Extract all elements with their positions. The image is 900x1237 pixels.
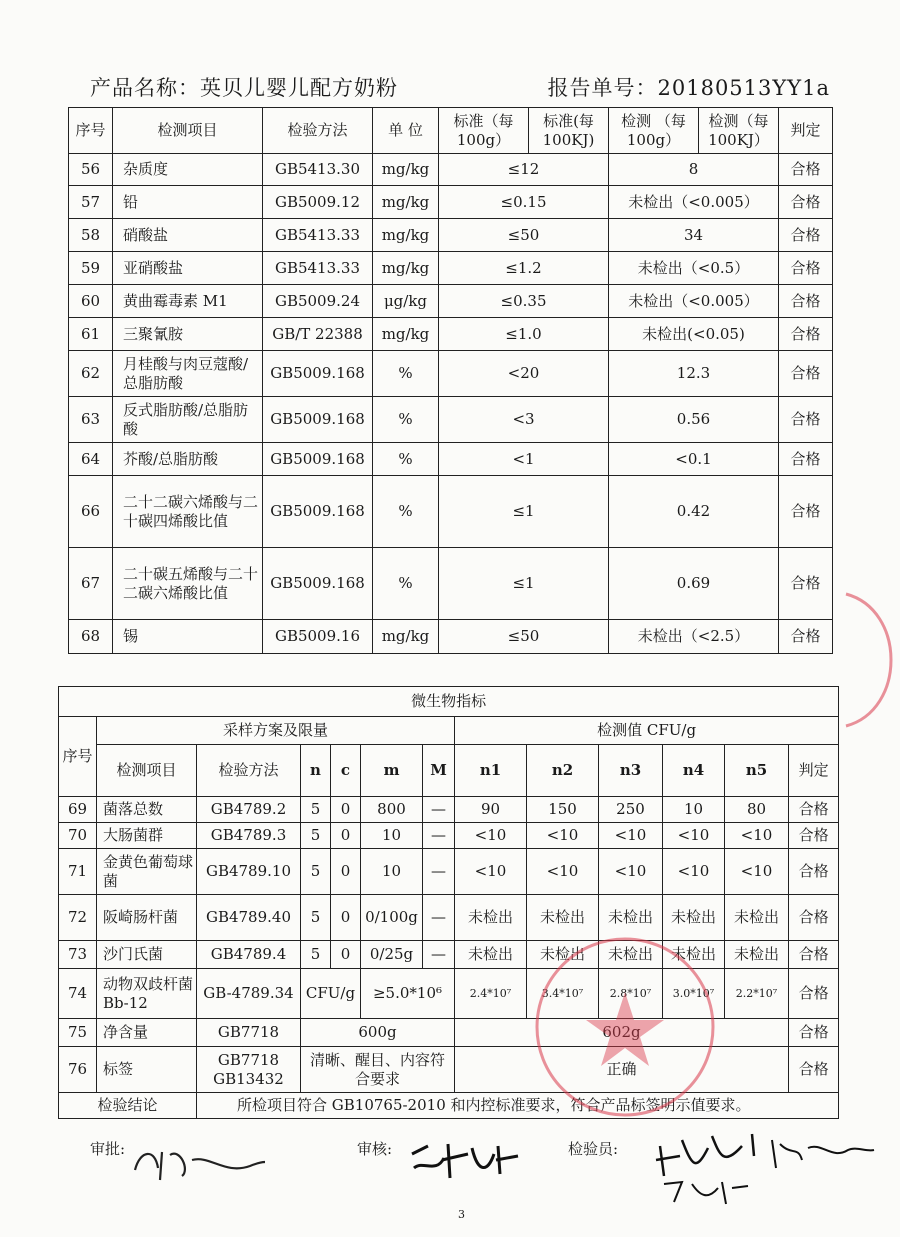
row-unit: % xyxy=(373,443,439,476)
row-n4: 未检出 xyxy=(663,895,725,941)
page-number: 3 xyxy=(458,1208,465,1221)
row-result: 未检出（<0.005） xyxy=(609,186,779,219)
row-standard: ≤0.35 xyxy=(439,285,609,318)
row-verdict: 合格 xyxy=(779,318,833,351)
row-n1: <10 xyxy=(455,849,527,895)
row-item: 标签 xyxy=(97,1047,197,1093)
row-item: 净含量 xyxy=(97,1019,197,1047)
row-c: 0 xyxy=(331,895,361,941)
row-no: 57 xyxy=(69,186,113,219)
table-row xyxy=(69,548,833,620)
row-verdict: 合格 xyxy=(789,1047,839,1093)
row-verdict: 合格 xyxy=(779,443,833,476)
table-row xyxy=(69,620,833,654)
row-result: 0.69 xyxy=(609,548,779,620)
row-M: — xyxy=(423,823,455,849)
microbiology-table xyxy=(58,686,839,1119)
row-method: GB7718 GB13432 xyxy=(197,1047,301,1093)
row-method: GB/T 22388 xyxy=(263,318,373,351)
row-verdict: 合格 xyxy=(779,252,833,285)
row-result: 未检出（<0.5） xyxy=(609,252,779,285)
row-unit: mg/kg xyxy=(373,154,439,186)
col-header-m: m xyxy=(361,745,423,797)
row-method: GB7718 xyxy=(197,1019,301,1047)
row-item: 金黄色葡萄球菌 xyxy=(97,849,197,895)
review-label: 审核: xyxy=(357,1140,393,1158)
row-item: 黄曲霉毒素 M1 xyxy=(113,285,263,318)
row-n2: <10 xyxy=(527,849,599,895)
row-n2: 150 xyxy=(527,797,599,823)
approver-signature xyxy=(130,1140,270,1184)
row-standard: <20 xyxy=(439,351,609,397)
table-row xyxy=(69,397,833,443)
row-m: 800 xyxy=(361,797,423,823)
row-standard: ≤50 xyxy=(439,219,609,252)
row-result: 0.42 xyxy=(609,476,779,548)
row-M: — xyxy=(423,941,455,969)
row-verdict: 合格 xyxy=(779,476,833,548)
row-item: 亚硝酸盐 xyxy=(113,252,263,285)
row-no: 72 xyxy=(59,895,97,941)
row-unit: % xyxy=(373,351,439,397)
row-n: 5 xyxy=(301,797,331,823)
row-n5: 未检出 xyxy=(725,895,789,941)
row-standard: ≤1 xyxy=(439,548,609,620)
row-no: 68 xyxy=(69,620,113,654)
row-verdict: 合格 xyxy=(779,154,833,186)
table-row xyxy=(69,219,833,252)
row-unit: % xyxy=(373,397,439,443)
table-row xyxy=(59,1047,839,1093)
table-row xyxy=(69,443,833,476)
row-M: — xyxy=(423,895,455,941)
col-header-c: c xyxy=(331,745,361,797)
row-verdict: 合格 xyxy=(779,397,833,443)
col-header-std-100g: 标准（每100g） xyxy=(439,108,529,154)
row-unit: mg/kg xyxy=(373,620,439,654)
table-row xyxy=(59,895,839,941)
row-verdict: 合格 xyxy=(779,219,833,252)
table-row xyxy=(59,941,839,969)
row-standard: ≤0.15 xyxy=(439,186,609,219)
row-method: GB5009.168 xyxy=(263,443,373,476)
row-no: 63 xyxy=(69,397,113,443)
col-header-method: 检验方法 xyxy=(263,108,373,154)
row-n: 5 xyxy=(301,941,331,969)
chemical-test-table xyxy=(68,107,833,654)
row-result: 0.56 xyxy=(609,397,779,443)
col-header-det-100g: 检测 （每100g） xyxy=(609,108,699,154)
row-c: 0 xyxy=(331,941,361,969)
row-verdict: 合格 xyxy=(789,797,839,823)
row-no: 76 xyxy=(59,1047,97,1093)
row-item: 锡 xyxy=(113,620,263,654)
row-n4: 未检出 xyxy=(663,941,725,969)
row-M: — xyxy=(423,849,455,895)
row-unit: mg/kg xyxy=(373,219,439,252)
row-n4: <10 xyxy=(663,849,725,895)
row-unit: μg/kg xyxy=(373,285,439,318)
row-limit: 清晰、醒目、内容符合要求 xyxy=(301,1047,455,1093)
row-n2: 未检出 xyxy=(527,941,599,969)
row-method: GB4789.4 xyxy=(197,941,301,969)
row-item: 二十碳五烯酸与二十二碳六烯酸比值 xyxy=(113,548,263,620)
row-method: GB5009.12 xyxy=(263,186,373,219)
row-n: 5 xyxy=(301,823,331,849)
row-no: 58 xyxy=(69,219,113,252)
partial-seal-icon xyxy=(836,590,900,730)
row-result: 8 xyxy=(609,154,779,186)
product-name: 产品名称：英贝儿婴儿配方奶粉 xyxy=(90,76,398,100)
row-n4: 10 xyxy=(663,797,725,823)
col-header-item: 检测项目 xyxy=(113,108,263,154)
row-verdict: 合格 xyxy=(779,548,833,620)
col-header-verdict: 判定 xyxy=(779,108,833,154)
detected-value-header: 检测值 CFU/g xyxy=(455,717,839,745)
report-number: 报告单号：20180513YY1a xyxy=(547,76,830,100)
row-verdict: 合格 xyxy=(789,849,839,895)
row-standard: ≤1.0 xyxy=(439,318,609,351)
row-method: GB5009.168 xyxy=(263,548,373,620)
row-unit: mg/kg xyxy=(373,318,439,351)
col-header-item: 检测项目 xyxy=(97,745,197,797)
row-verdict: 合格 xyxy=(789,941,839,969)
table-row xyxy=(59,849,839,895)
row-verdict: 合格 xyxy=(779,351,833,397)
row-verdict: 合格 xyxy=(789,1019,839,1047)
table-row xyxy=(69,154,833,186)
col-header-det-100kj: 检测（每100KJ） xyxy=(699,108,779,154)
row-n5: <10 xyxy=(725,823,789,849)
sampling-plan-header: 采样方案及限量 xyxy=(97,717,455,745)
row-item: 大肠菌群 xyxy=(97,823,197,849)
row-standard: ≤12 xyxy=(439,154,609,186)
row-result: 未检出（<2.5） xyxy=(609,620,779,654)
col-header-seq: 序号 xyxy=(69,108,113,154)
row-limit: ≥5.0*10⁶ xyxy=(361,969,455,1019)
row-no: 74 xyxy=(59,969,97,1019)
row-result: 34 xyxy=(609,219,779,252)
micro-title: 微生物指标 xyxy=(59,687,839,717)
row-unit: % xyxy=(373,548,439,620)
row-M: — xyxy=(423,797,455,823)
row-result: 12.3 xyxy=(609,351,779,397)
row-n3: 未检出 xyxy=(599,941,663,969)
col-header-seq: 序号 xyxy=(59,717,97,797)
row-no: 70 xyxy=(59,823,97,849)
row-method: GB4789.3 xyxy=(197,823,301,849)
col-header-n5: n5 xyxy=(725,745,789,797)
row-verdict: 合格 xyxy=(789,895,839,941)
col-header-n3: n3 xyxy=(599,745,663,797)
row-no: 66 xyxy=(69,476,113,548)
row-n: 5 xyxy=(301,895,331,941)
row-c: 0 xyxy=(331,797,361,823)
conclusion-row xyxy=(59,1093,839,1119)
row-n5: <10 xyxy=(725,849,789,895)
row-no: 67 xyxy=(69,548,113,620)
inspector-signatures xyxy=(652,1126,882,1208)
row-verdict: 合格 xyxy=(779,285,833,318)
row-m: 0/100g xyxy=(361,895,423,941)
table-row xyxy=(69,252,833,285)
row-item: 动物双歧杆菌 Bb-12 xyxy=(97,969,197,1019)
row-standard: ≤1 xyxy=(439,476,609,548)
row-n3: 未检出 xyxy=(599,895,663,941)
row-item: 硝酸盐 xyxy=(113,219,263,252)
row-unit: % xyxy=(373,476,439,548)
col-header-n2: n2 xyxy=(527,745,599,797)
table-row xyxy=(69,351,833,397)
row-item: 三聚氰胺 xyxy=(113,318,263,351)
row-n1: <10 xyxy=(455,823,527,849)
table-row xyxy=(69,186,833,219)
row-n2: 3.4*10⁷ xyxy=(527,969,599,1019)
row-n: 5 xyxy=(301,849,331,895)
row-n3: <10 xyxy=(599,823,663,849)
row-n2: 未检出 xyxy=(527,895,599,941)
row-m: 10 xyxy=(361,849,423,895)
table-row xyxy=(59,969,839,1019)
approve-label: 审批: xyxy=(90,1140,126,1158)
row-n1: 未检出 xyxy=(455,895,527,941)
row-verdict: 合格 xyxy=(779,186,833,219)
inspector-label: 检验员: xyxy=(568,1140,619,1158)
col-header-n1: n1 xyxy=(455,745,527,797)
table-row xyxy=(69,285,833,318)
row-result: 未检出(<0.05) xyxy=(609,318,779,351)
row-n1: 未检出 xyxy=(455,941,527,969)
row-result: <0.1 xyxy=(609,443,779,476)
row-no: 75 xyxy=(59,1019,97,1047)
row-no: 64 xyxy=(69,443,113,476)
row-method: GB4789.40 xyxy=(197,895,301,941)
row-n3: <10 xyxy=(599,849,663,895)
row-item: 月桂酸与肉豆蔻酸/总脂肪酸 xyxy=(113,351,263,397)
row-method: GB5009.168 xyxy=(263,397,373,443)
conclusion-text: 所检项目符合 GB10765-2010 和内控标准要求，符合产品标签明示值要求。 xyxy=(197,1093,839,1119)
row-item: 杂质度 xyxy=(113,154,263,186)
row-no: 62 xyxy=(69,351,113,397)
row-n5: 2.2*10⁷ xyxy=(725,969,789,1019)
row-item: 沙门氏菌 xyxy=(97,941,197,969)
row-item: 反式脂肪酸/总脂肪酸 xyxy=(113,397,263,443)
row-item: 二十二碳六烯酸与二十碳四烯酸比值 xyxy=(113,476,263,548)
row-item: 铅 xyxy=(113,186,263,219)
row-n1: 90 xyxy=(455,797,527,823)
row-no: 73 xyxy=(59,941,97,969)
row-unit: mg/kg xyxy=(373,186,439,219)
row-method: GB5009.16 xyxy=(263,620,373,654)
row-unit: CFU/g xyxy=(301,969,361,1019)
table-row xyxy=(69,476,833,548)
table-row xyxy=(69,318,833,351)
row-c: 0 xyxy=(331,849,361,895)
row-no: 56 xyxy=(69,154,113,186)
table-row xyxy=(59,823,839,849)
row-no: 71 xyxy=(59,849,97,895)
row-no: 59 xyxy=(69,252,113,285)
row-method: GB-4789.34 xyxy=(197,969,301,1019)
row-n4: 3.0*10⁷ xyxy=(663,969,725,1019)
row-no: 69 xyxy=(59,797,97,823)
row-method: GB5413.33 xyxy=(263,252,373,285)
row-item: 菌落总数 xyxy=(97,797,197,823)
table-row xyxy=(59,797,839,823)
col-header-n: n xyxy=(301,745,331,797)
row-method: GB4789.2 xyxy=(197,797,301,823)
row-no: 61 xyxy=(69,318,113,351)
row-method: GB5413.30 xyxy=(263,154,373,186)
row-standard: ≤50 xyxy=(439,620,609,654)
row-standard: ≤1.2 xyxy=(439,252,609,285)
row-method: GB5413.33 xyxy=(263,219,373,252)
col-header-n4: n4 xyxy=(663,745,725,797)
row-m: 0/25g xyxy=(361,941,423,969)
row-n2: <10 xyxy=(527,823,599,849)
table-row xyxy=(59,1019,839,1047)
row-verdict: 合格 xyxy=(789,969,839,1019)
row-method: GB5009.168 xyxy=(263,476,373,548)
row-result: 正确 xyxy=(455,1047,789,1093)
col-header-unit: 单 位 xyxy=(373,108,439,154)
conclusion-label: 检验结论 xyxy=(59,1093,197,1119)
row-n5: 未检出 xyxy=(725,941,789,969)
row-n4: <10 xyxy=(663,823,725,849)
row-n5: 80 xyxy=(725,797,789,823)
row-standard: <1 xyxy=(439,443,609,476)
row-n1: 2.4*10⁷ xyxy=(455,969,527,1019)
row-result: 602g xyxy=(455,1019,789,1047)
col-header-method: 检验方法 xyxy=(197,745,301,797)
row-item: 芥酸/总脂肪酸 xyxy=(113,443,263,476)
reviewer-signature xyxy=(408,1134,528,1184)
row-verdict: 合格 xyxy=(779,620,833,654)
row-method: GB5009.168 xyxy=(263,351,373,397)
row-no: 60 xyxy=(69,285,113,318)
row-verdict: 合格 xyxy=(789,823,839,849)
row-unit: mg/kg xyxy=(373,252,439,285)
row-n3: 2.8*10⁷ xyxy=(599,969,663,1019)
row-m: 10 xyxy=(361,823,423,849)
row-method: GB5009.24 xyxy=(263,285,373,318)
col-header-std-100kj: 标准(每100KJ) xyxy=(529,108,609,154)
col-header-M: M xyxy=(423,745,455,797)
row-result: 未检出（<0.005） xyxy=(609,285,779,318)
col-header-verdict: 判定 xyxy=(789,745,839,797)
row-standard: <3 xyxy=(439,397,609,443)
row-c: 0 xyxy=(331,823,361,849)
row-method: GB4789.10 xyxy=(197,849,301,895)
row-n3: 250 xyxy=(599,797,663,823)
row-item: 阪崎肠杆菌 xyxy=(97,895,197,941)
row-limit: 600g xyxy=(301,1019,455,1047)
